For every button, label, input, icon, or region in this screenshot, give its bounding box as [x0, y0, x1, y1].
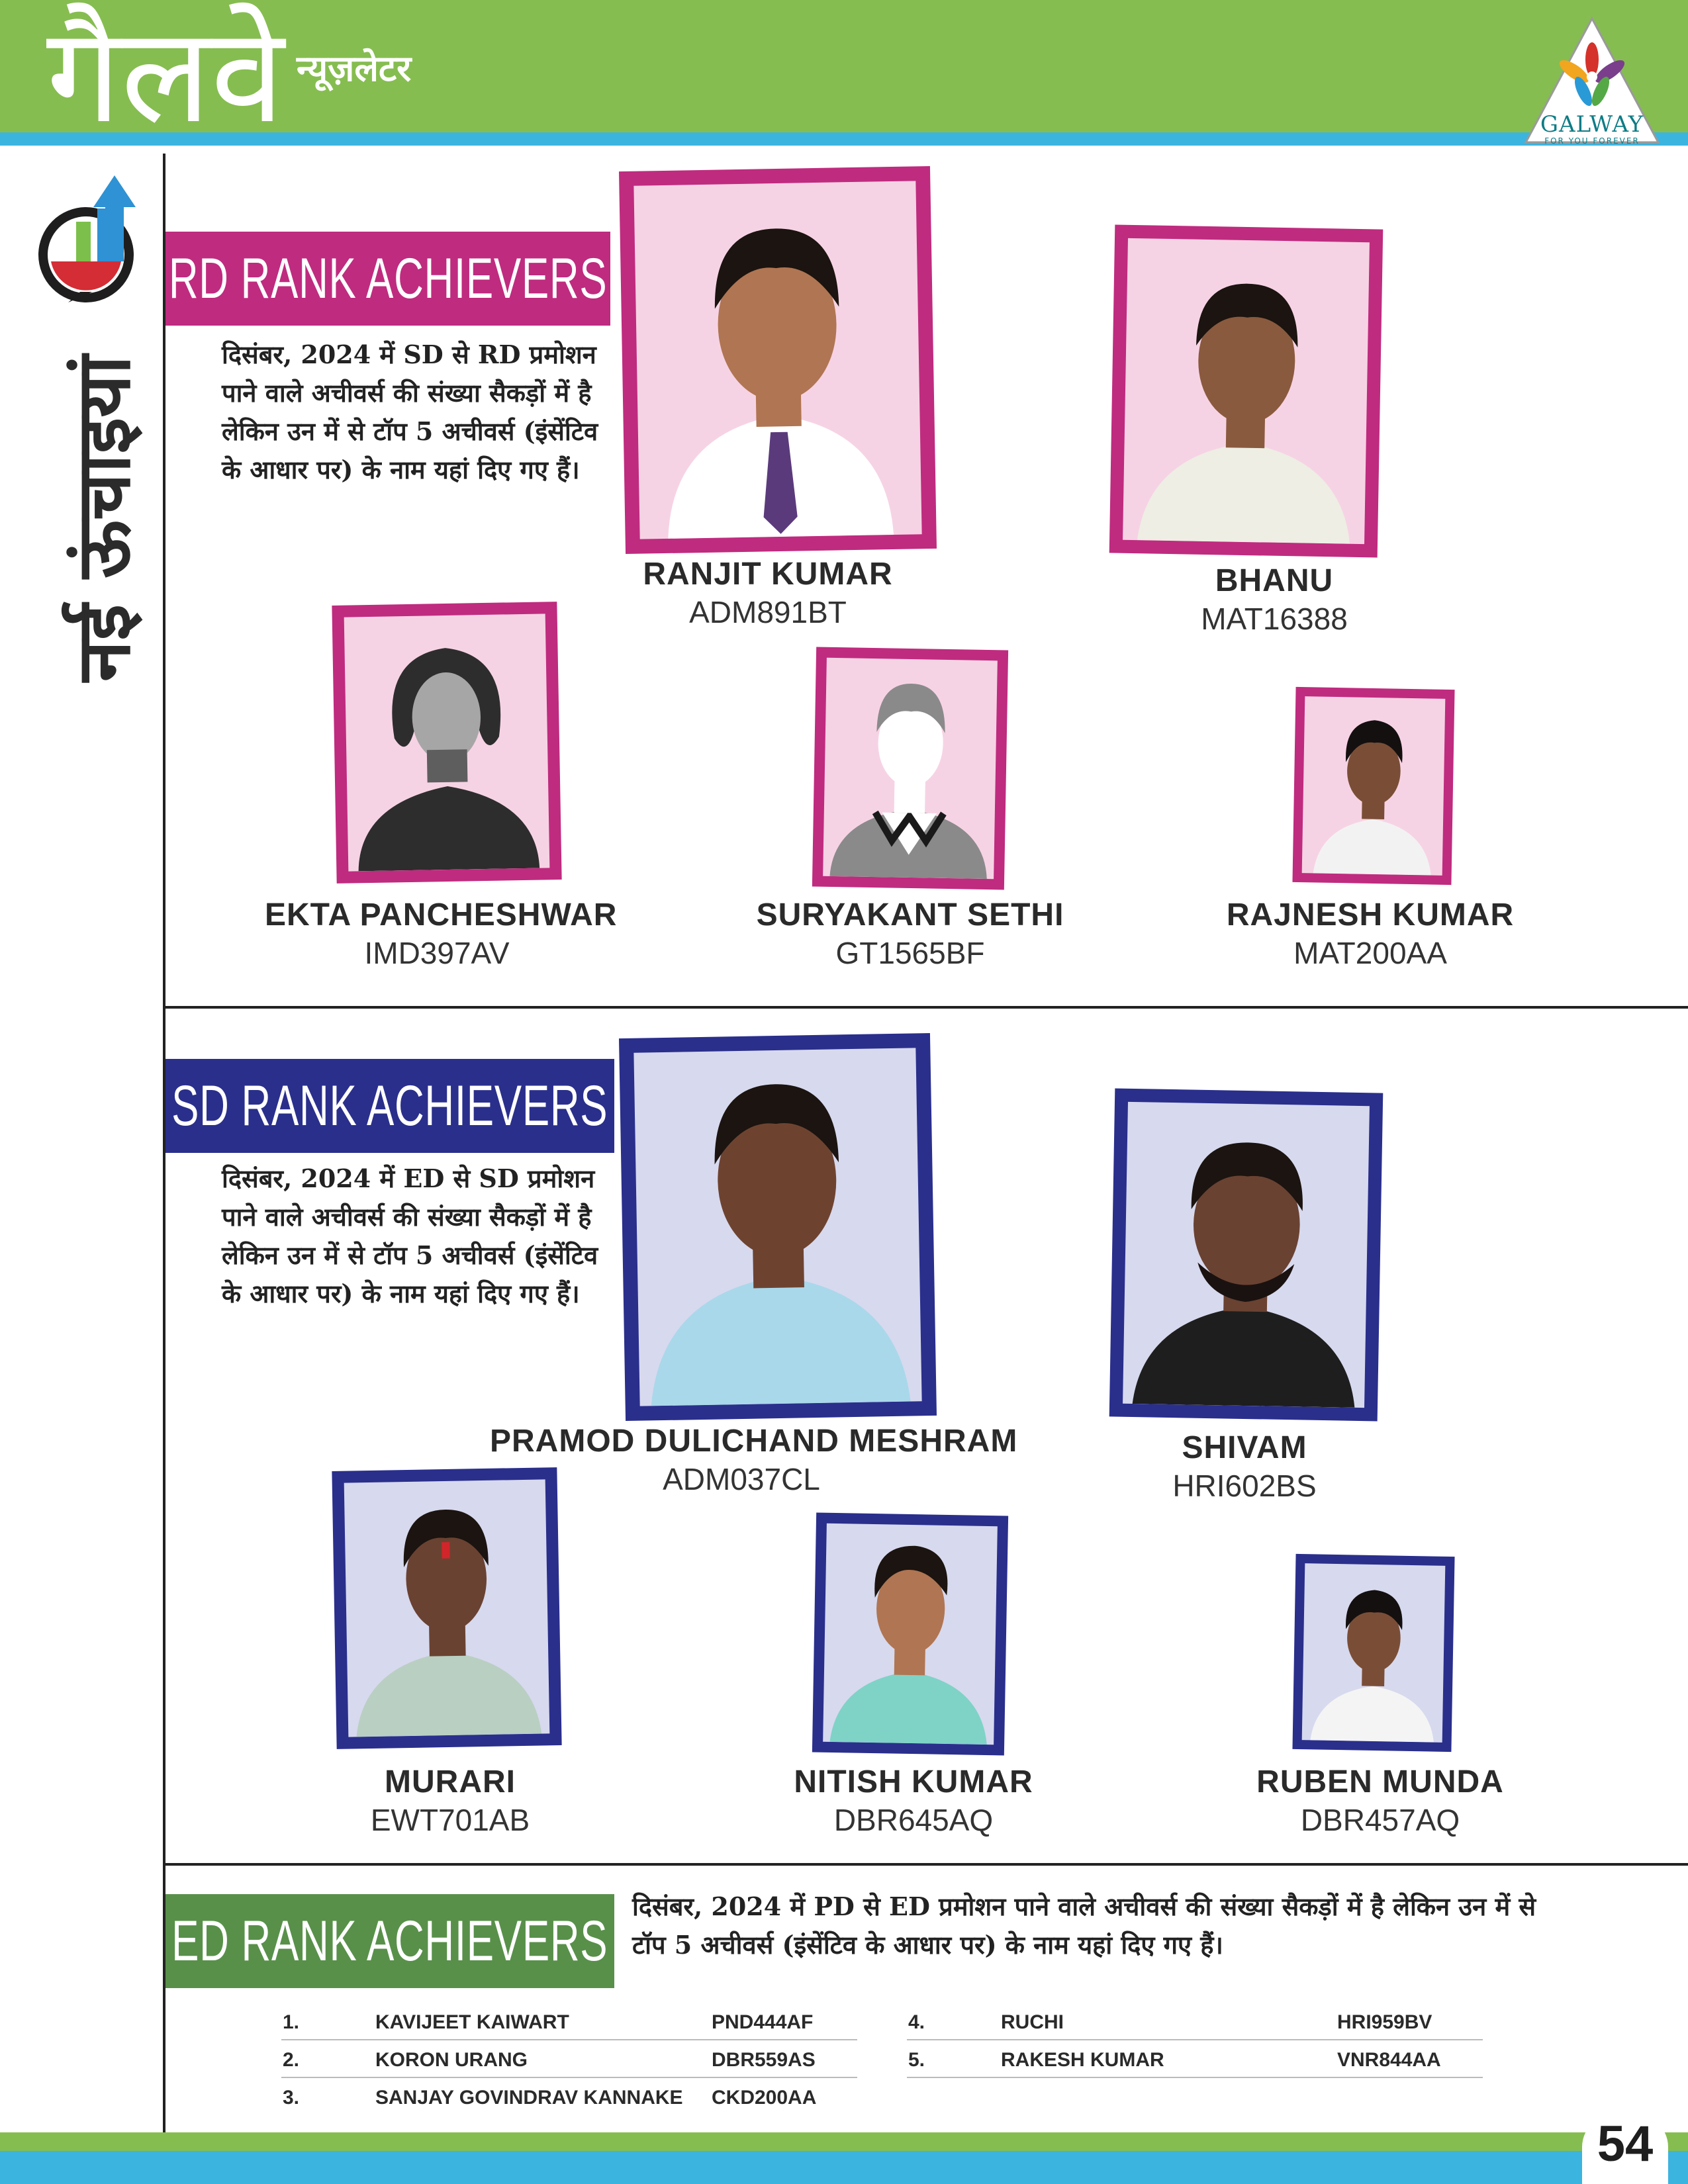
ed-section-heading — [165, 1894, 614, 1988]
sd-achiever-2-code: HRI602BS — [1172, 1469, 1317, 1503]
growth-chart-icon — [36, 169, 149, 308]
rd-achiever-2-name: BHANU — [1215, 563, 1334, 598]
ed-table-row — [907, 2040, 1483, 2078]
rd-achiever-4-name: SURYAKANT SETHI — [756, 897, 1064, 933]
ed-row-name: RUCHI — [1001, 2011, 1064, 2033]
rd-heading-text: RD RANK ACHIEVERS — [168, 246, 608, 310]
ed-row-name: RAKESH KUMAR — [1001, 2049, 1164, 2071]
ed-row-name: KAVIJEET KAIWART — [375, 2011, 569, 2033]
rd-achiever-1-code: ADM891BT — [689, 595, 847, 629]
rd-achiever-5-code: MAT200AA — [1293, 936, 1447, 970]
person-photo — [1302, 1563, 1446, 1743]
sd-photo-frame-2 — [1109, 1089, 1383, 1422]
sd-achiever-1-name: PRAMOD DULICHAND MESHRAM — [490, 1424, 1018, 1459]
masthead-title: गैलवे — [46, 0, 285, 153]
rd-achiever-4-code: GT1565BF — [835, 936, 985, 970]
ed-row-number: 5. — [908, 2049, 925, 2071]
rd-photo-frame-3 — [332, 602, 561, 884]
footer-band — [0, 2132, 1688, 2151]
page-number: 54 — [1597, 2116, 1654, 2172]
ed-row-code: HRI959BV — [1337, 2011, 1432, 2033]
sd-achiever-5-code: DBR457AQ — [1300, 1803, 1460, 1837]
rd-achiever-3-name: EKTA PANCHESHWAR — [265, 897, 618, 933]
ed-heading-text: ED RANK ACHIEVERS — [171, 1909, 608, 1973]
ed-row-number: 3. — [283, 2087, 300, 2109]
person-photo — [633, 1048, 921, 1406]
logo-tagline: FOR YOU FOREVER — [1544, 136, 1640, 146]
rd-photo-frame-5 — [1292, 687, 1454, 885]
rd-achiever-2-code: MAT16388 — [1201, 602, 1348, 636]
rd-intro-text: दिसंबर, 2024 में SD से RD प्रमोशन पाने वाले अचीवर्स की संख्या सैकड़ों में है लेकिन उन में से टॉप 5 अचीवर्स (इंसेंटिव के आधार पर) के नाम यहां दिए गए हैं। — [222, 340, 598, 484]
person-photo — [1123, 1102, 1370, 1408]
sd-photo-frame-3 — [332, 1467, 561, 1749]
person-photo — [1302, 696, 1446, 876]
section-divider — [165, 1006, 1688, 1009]
ed-row-number: 4. — [908, 2011, 925, 2033]
sd-achiever-1-code: ADM037CL — [663, 1462, 820, 1496]
sd-photo-frame-4 — [812, 1512, 1008, 1755]
sd-section-heading — [165, 1059, 614, 1153]
sd-achiever-4-name: NITISH KUMAR — [794, 1764, 1033, 1799]
sd-heading-text: SD RANK ACHIEVERS — [171, 1073, 608, 1138]
ed-row-name: KORON URANG — [375, 2049, 528, 2071]
person-photo — [633, 181, 921, 539]
person-photo — [1123, 238, 1370, 544]
footer-accent-stripe — [0, 2151, 1688, 2184]
rd-section-heading — [165, 232, 610, 326]
ed-row-code: DBR559AS — [712, 2049, 816, 2071]
ed-row-code: PND444AF — [712, 2011, 814, 2033]
rd-achiever-5-name: RAJNESH KUMAR — [1226, 897, 1515, 933]
ed-row-code: CKD200AA — [712, 2087, 817, 2109]
sd-achiever-3-code: EWT701AB — [370, 1803, 530, 1837]
ed-table-row — [907, 2002, 1483, 2040]
sd-achiever-3-name: MURARI — [385, 1764, 516, 1799]
sd-achiever-4-code: DBR645AQ — [833, 1803, 994, 1837]
rd-achiever-1-name: RANJIT KUMAR — [643, 557, 893, 592]
ed-row-number: 1. — [283, 2011, 300, 2033]
rd-photo-frame-1 — [619, 166, 937, 554]
ed-row-name: SANJAY GOVINDRAV KANNAKE — [375, 2087, 683, 2109]
masthead-subtitle: न्यूज़लेटर — [297, 48, 412, 89]
ed-table-row — [281, 2002, 857, 2040]
male-silhouette-icon — [823, 658, 998, 879]
ed-row-code: VNR844AA — [1337, 2049, 1441, 2071]
sd-photo-frame-5 — [1292, 1554, 1454, 1752]
sd-photo-frame-1 — [619, 1033, 937, 1421]
rd-photo-frame-4 — [812, 647, 1008, 889]
sd-intro-text: दिसंबर, 2024 में ED से SD प्रमोशन पाने वाले अचीवर्स की संख्या सैकड़ों में है लेकिन उन में से टॉप 5 अचीवर्स (इंसेंटिव के आधार पर) के नाम यहां दिए गए हैं। — [222, 1163, 598, 1308]
ed-row-number: 2. — [283, 2049, 300, 2071]
rd-achiever-3-code: IMD397AV — [364, 936, 510, 970]
logo-name: GALWAY — [1540, 111, 1644, 138]
sd-achiever-5-name: RUBEN MUNDA — [1256, 1764, 1504, 1799]
ed-table-row — [281, 2077, 857, 2115]
sd-achiever-2-name: SHIVAM — [1182, 1430, 1307, 1465]
section-divider — [165, 1863, 1688, 1866]
ed-intro-text: दिसंबर, 2024 में PD से ED प्रमोशन पाने वाले अचीवर्स की संख्या सैकड़ों में है लेकिन उन में से टॉप 5 अचीवर्स (इंसेंटिव के आधार पर) के नाम यहां दिए गए हैं। — [632, 1891, 1536, 1960]
female-silhouette-icon — [344, 614, 550, 871]
rd-photo-frame-2 — [1109, 225, 1383, 558]
side-title: नई ऊंचाइयां — [61, 355, 147, 682]
person-photo — [823, 1524, 998, 1745]
person-photo — [344, 1479, 550, 1737]
ed-table-row — [281, 2040, 857, 2078]
